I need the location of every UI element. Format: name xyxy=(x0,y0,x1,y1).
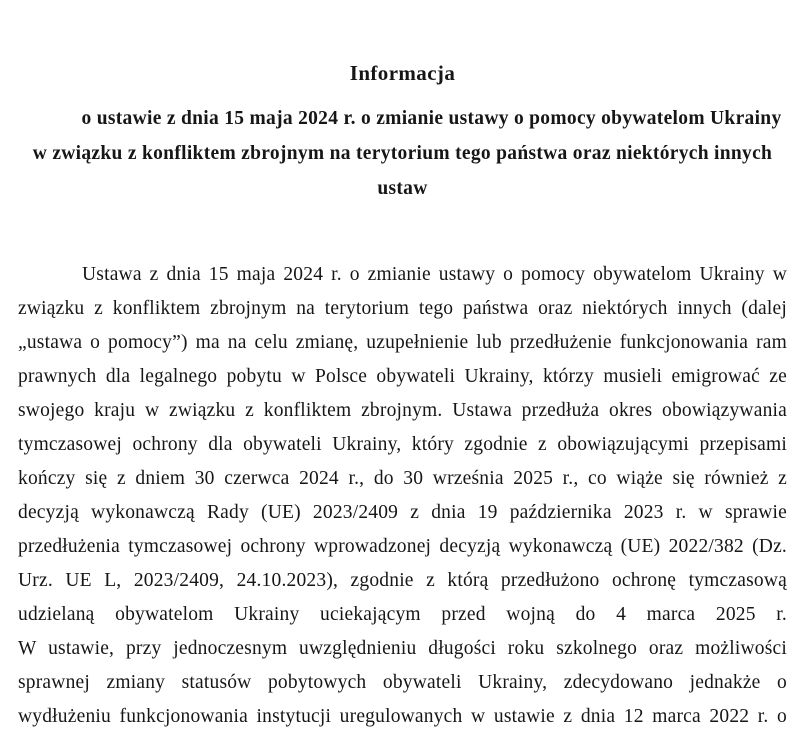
subtitle-line: o ustawie z dnia 15 maja 2024 r. o zmianie ustawy o pomocy obywatelom Ukrainy xyxy=(81,108,782,129)
paragraph-line: związku z konfliktem zbrojnym na terytorium tego państwa oraz niektórych innych (dalej xyxy=(18,298,787,319)
subtitle-line: ustaw xyxy=(377,178,428,199)
paragraph-line: udzielaną obywatelom Ukrainy uciekającym przed wojną do 4 marca 2025 r. xyxy=(18,604,787,625)
paragraph-line: swojego kraju w związku z konfliktem zbrojnym. Ustawa przedłuża okres obowiązywania xyxy=(18,400,787,421)
paragraph-line: przedłużenia tymczasowej ochrony wprowadzonej decyzją wykonawczą (UE) 2022/382 (Dz. xyxy=(18,536,787,557)
paragraph-line: „ustawa o pomocy”) ma na celu zmianę, uzupełnienie lub przedłużenie funkcjonowania ram xyxy=(18,332,787,353)
paragraph-line: Ustawa z dnia 15 maja 2024 r. o zmianie ustawy o pomocy obywatelom Ukrainy w xyxy=(82,264,787,285)
document-paragraph xyxy=(18,258,787,734)
document-subtitle xyxy=(18,101,787,206)
paragraph-line: sprawnej zmiany statusów pobytowych obywateli Ukrainy, zdecydowano jednakże o xyxy=(18,672,787,693)
subtitle-line: w związku z konfliktem zbrojnym na terytorium tego państwa oraz niektórych innych xyxy=(32,143,773,164)
paragraph-line: kończy się z dniem 30 czerwca 2024 r., do 30 września 2025 r., co wiąże się również z xyxy=(18,468,787,489)
paragraph-line: tymczasowej ochrony dla obywateli Ukrainy, który zgodnie z obowiązującymi przepisami xyxy=(18,434,787,455)
paragraph-line: decyzją wykonawczą Rady (UE) 2023/2409 z dnia 19 października 2023 r. w sprawie xyxy=(18,502,787,523)
document-title: Informacja xyxy=(349,61,456,85)
paragraph-line: prawnych dla legalnego pobytu w Polsce obywateli Ukrainy, którzy musieli emigrować ze xyxy=(18,366,787,387)
paragraph-line: Urz. UE L, 2023/2409, 24.10.2023), zgodnie z którą przedłużono ochronę tymczasową xyxy=(18,570,787,591)
paragraph-line: W ustawie, przy jednoczesnym uwzględnieniu długości roku szkolnego oraz możliwości xyxy=(18,638,787,659)
paragraph-line: wydłużeniu funkcjonowania instytucji uregulowanych w ustawie z dnia 12 marca 2022 r. o xyxy=(18,706,787,727)
